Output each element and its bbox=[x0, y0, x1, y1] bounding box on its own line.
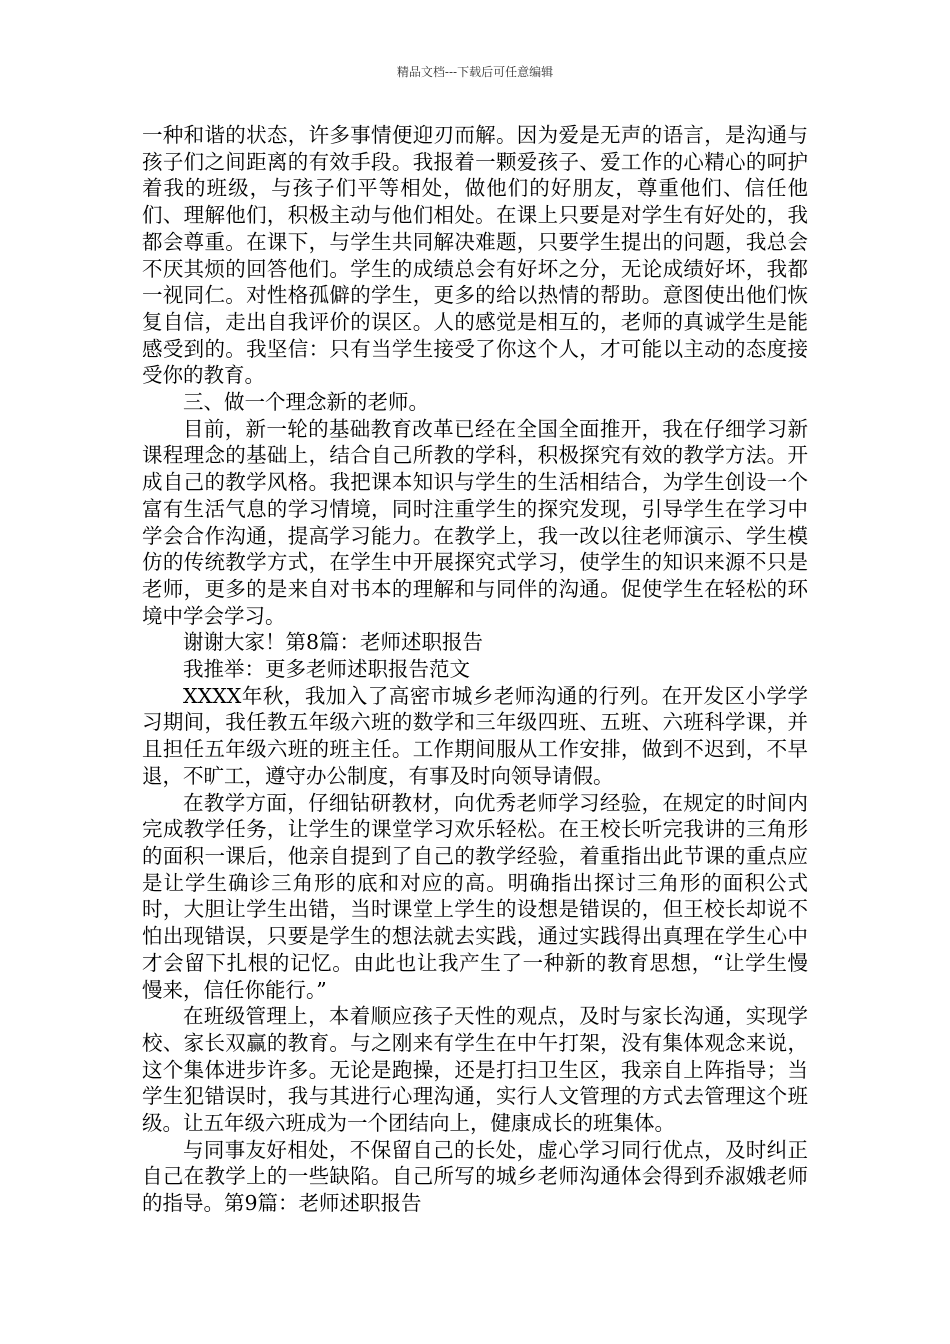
recommendation-line: 我推举：更多老师述职报告范文 bbox=[183, 657, 470, 682]
body-paragraph: 在班级管理上，本着顺应孩子天性的观点，及时与家长沟通，实现学校、家长双赢的教育。与之刚来有学生在中午打架，没有集体观念来说，这个集体进步许多。无论是跑操，还是打扫卫生区，我亲自上阵指导；当学生犯错误时，我与其进行心理沟通，实行人文管理的方式去管理这个班级。让五年级六班成为一个团结向上，健康成长的班集体。 bbox=[142, 1004, 808, 1136]
page-header: 精品文档---下载后可任意编辑 bbox=[396, 65, 554, 79]
body-paragraph: 一种和谐的状态，许多事情便迎刃而解。因为爱是无声的语言，是沟通与孩子们之间距离的有效手段。我报着一颗爱孩子、爱工作的心精心的呵护着我的班级，与孩子们平等相处，做他们的好朋友，尊重他们、信任他们、理解他们，积极主动与他们相处。在课上只要是对学生有好处的，我都会尊重。在课下，与学生共同解决难题，只要学生提出的问题，我总会不厌其烦的回答他们。学生的成绩总会有好坏之分，无论成绩好坏，我都一视同仁。对性格孤僻的学生，更多的给以热情的帮助。意图使出他们恢复自信，走出自我评价的误区。人的感觉是相互的，老师的真诚学生是能感受到的。我坚信：只有当学生接受了你这个人，才可能以主动的态度接受你的教育。 bbox=[142, 123, 808, 388]
body-paragraph: 目前，新一轮的基础教育改革已经在全国全面推开，我在仔细学习新课程理念的基础上，结合自己所教的学科，积极探究有效的教学方法。开成自己的教学风格。我把课本知识与学生的生活相结合，为学生创设一个富有生活气息的学习情境，同时注重学生的探究发现，引导学生在学习中学会合作沟通，提高学习能力。在教学上，我一改以往老师演示、学生模仿的传统教学方式，在学生中开展探究式学习，使学生的知识来源不只是老师，更多的是来自对书本的理解和与同伴的沟通。促使学生在轻松的环境中学会学习。 bbox=[142, 416, 808, 628]
section-heading: 三、做一个理念新的老师。 bbox=[183, 390, 429, 415]
report-title-line: 谢谢大家！第8篇：老师述职报告 bbox=[183, 630, 484, 655]
body-paragraph: 在教学方面，仔细钻研教材，向优秀老师学习经验，在规定的时间内完成教学任务，让学生的课堂学习欢乐轻松。在王校长听完我讲的三角形的面积一课后，他亲自提到了自己的教学经验，着重指出此节课的重点应是让学生确诊三角形的底和对应的高。明确指出探讨三角形的面积公式时，大胆让学生出错，当时课堂上学生的设想是错误的，但王校长却说不怕出现错误，只要是学生的想法就去实践，通过实践得出真理在学生心中才会留下扎根的记忆。由此也让我产生了一种新的教育思想，“让学生慢慢来，信任你能行。” bbox=[142, 790, 808, 1002]
body-paragraph: 与同事友好相处，不保留自己的长处，虚心学习同行优点，及时纠正自己在教学上的一些缺陷。自己所写的城乡老师沟通体会得到乔淑娥老师的指导。第9篇：老师述职报告 bbox=[142, 1137, 808, 1216]
document-body bbox=[142, 122, 808, 1217]
body-paragraph: XXXX年秋，我加入了高密市城乡老师沟通的行列。在开发区小学学习期间，我任教五年级六班的数学和三年级四班、五班、六班科学课，并且担任五年级六班的班主任。工作期间服从工作安排，做到不迟到，不早退，不旷工，遵守办公制度，有事及时向领导请假。 bbox=[142, 683, 808, 788]
